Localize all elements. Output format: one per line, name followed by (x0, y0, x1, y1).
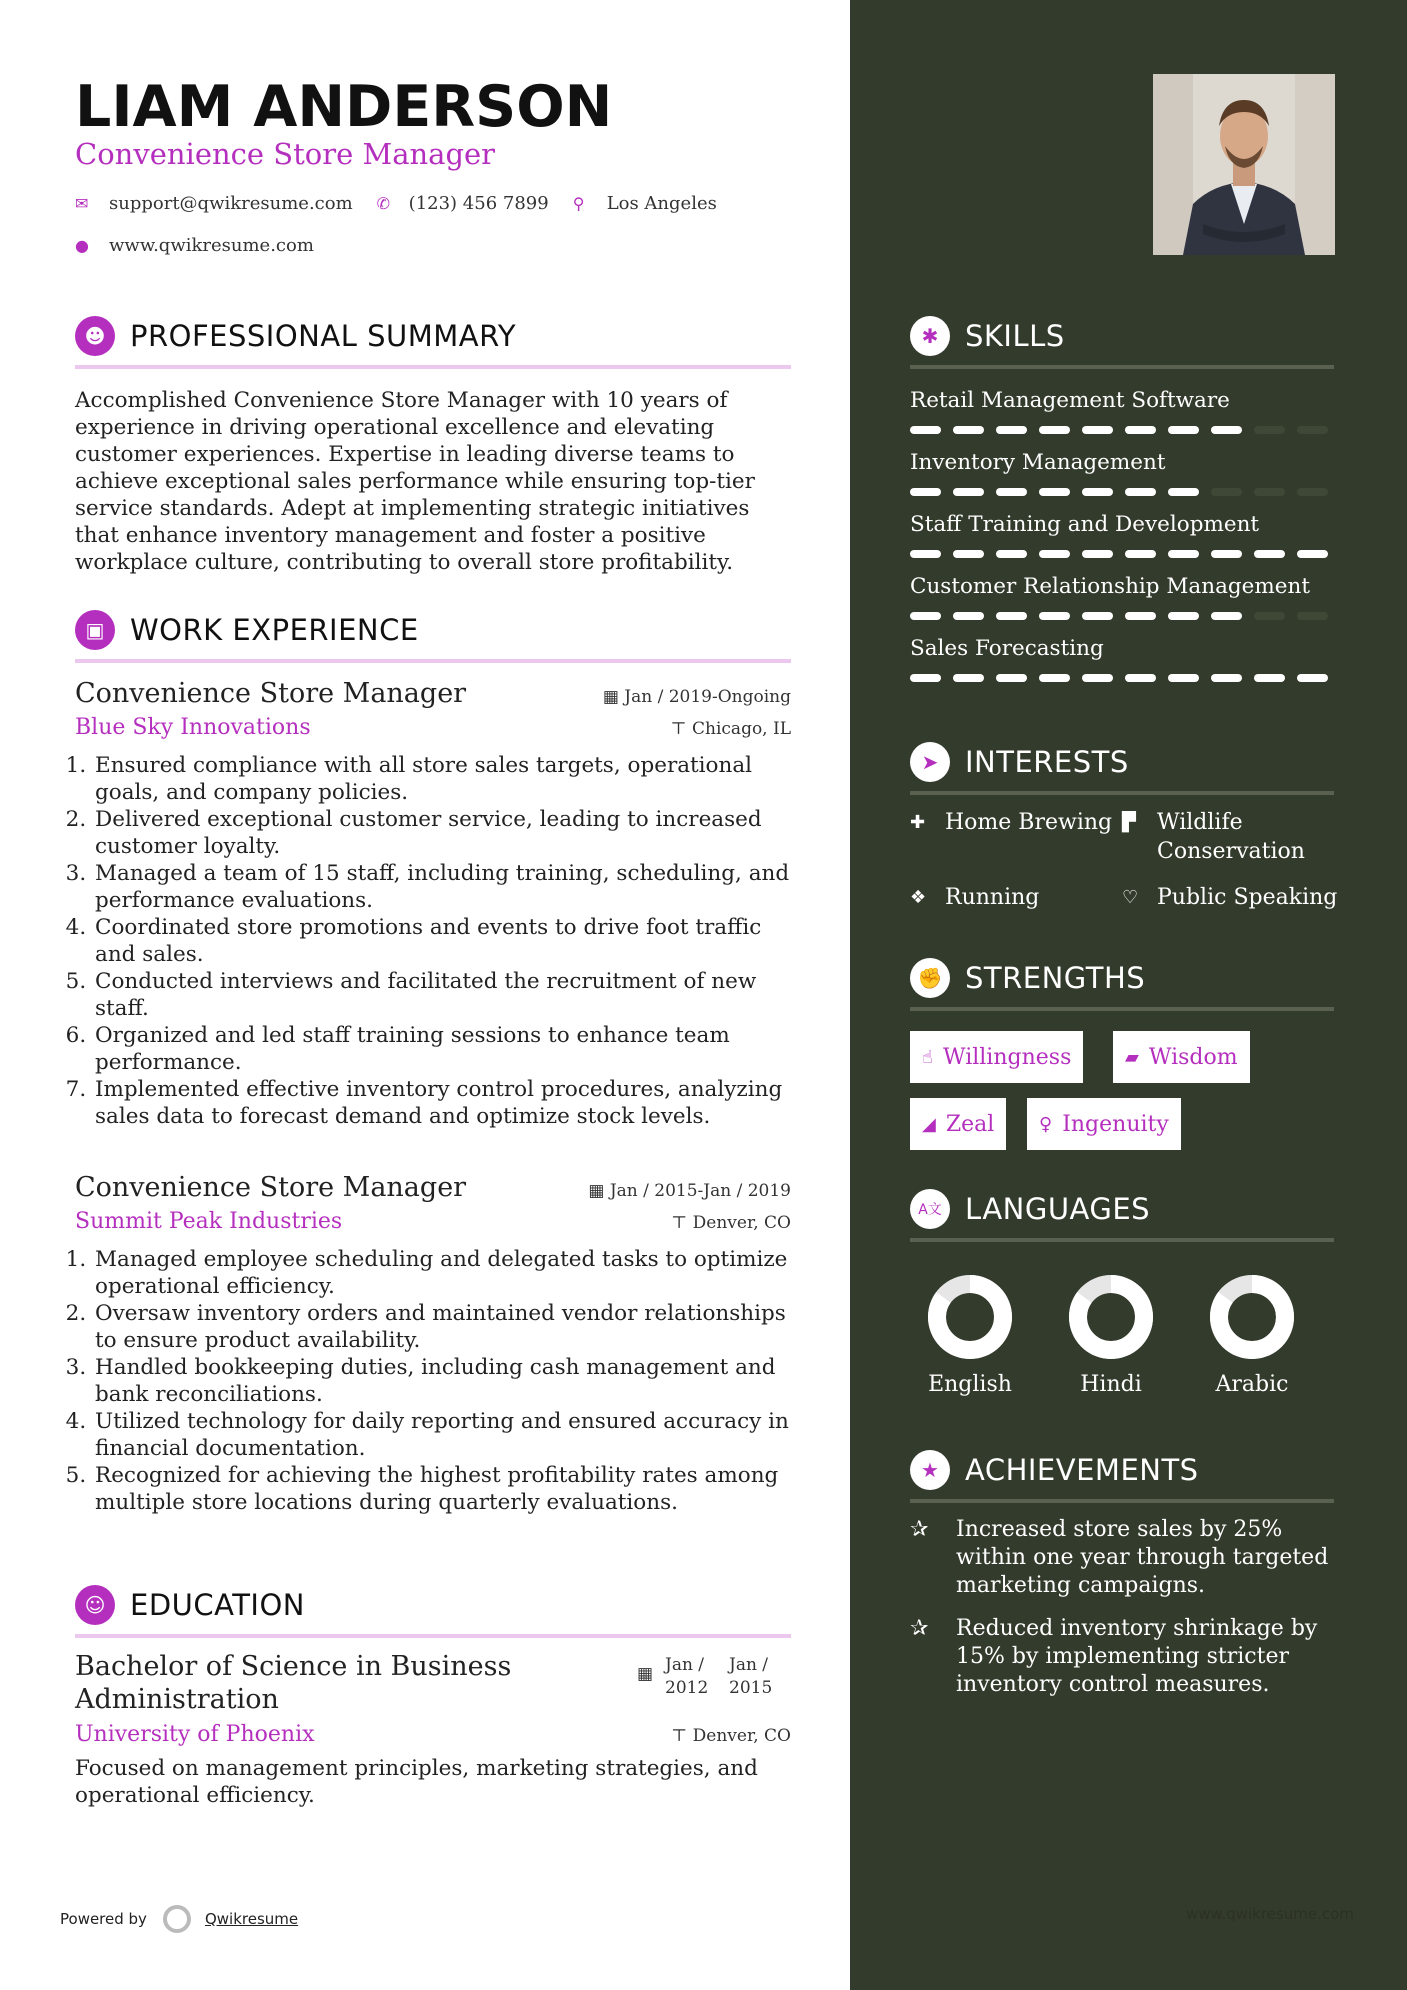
strength-label: Ingenuity (1062, 1111, 1169, 1137)
skill-level-dash (1254, 488, 1285, 496)
job-company: Summit Peak Industries (75, 1209, 343, 1234)
skill-level-dash (996, 550, 1027, 558)
skill-level-dash (1211, 674, 1242, 682)
education-section (75, 1585, 791, 1638)
skill-level-dash (1254, 612, 1285, 620)
achievements-heading: ACHIEVEMENTS (965, 1453, 1199, 1487)
lightbulb-icon: ♀ (1039, 1113, 1053, 1135)
skill-level-dash (1211, 550, 1242, 558)
job-entry (75, 678, 791, 1130)
skill-item (910, 387, 1334, 434)
summary-text: Accomplished Convenience Store Manager with 10 years of experience in driving operational excellence and elevating customer experiences. Expertise in leading diverse teams to achieve exceptional sales performance while ensuring top-tier service standards. Adept at implementing strategic initiatives that enhance inventory management and foster a positive workplace culture, contributing to overall store profitability. (75, 388, 755, 575)
skill-level-bar (910, 488, 1334, 496)
interests-section (910, 742, 1334, 795)
skills-section (910, 316, 1334, 697)
interest-item (910, 808, 1112, 837)
section-divider (910, 1007, 1334, 1011)
website-row (75, 235, 314, 256)
skill-item (910, 635, 1334, 682)
skill-level-dash (1039, 612, 1070, 620)
job-bullets (93, 752, 791, 1130)
achievement-item (910, 1516, 1334, 1600)
interest-item (1122, 883, 1337, 912)
job-location: Denver, CO (692, 1213, 791, 1233)
location-text: Los Angeles (606, 193, 717, 214)
powered-by (60, 1905, 298, 1933)
skill-level-dash (1254, 674, 1285, 682)
skill-level-dash (953, 426, 984, 434)
language-item (1192, 1272, 1312, 1397)
skill-item (910, 449, 1334, 496)
skill-name: Customer Relationship Management (910, 574, 1310, 599)
skill-level-dash (1125, 674, 1156, 682)
skill-level-dash (953, 674, 984, 682)
skill-level-dash (1039, 426, 1070, 434)
skill-name: Inventory Management (910, 450, 1166, 475)
section-divider (910, 1499, 1334, 1503)
job-location: Chicago, IL (692, 719, 791, 739)
strength-label: Wisdom (1148, 1044, 1238, 1070)
education-entry (75, 1650, 791, 1809)
skill-level-bar (910, 550, 1334, 558)
strength-label: Willingness (942, 1044, 1072, 1070)
degree: Bachelor of Science in Business Administration (75, 1651, 512, 1715)
skill-level-dash (1125, 612, 1156, 620)
map-marker-icon: ⚲ (572, 194, 585, 213)
skill-level-dash (1039, 674, 1070, 682)
heartbeat-icon: ♡ (1122, 887, 1139, 908)
section-divider (75, 365, 791, 369)
language-name: English (928, 1372, 1012, 1397)
skill-level-dash (910, 488, 941, 496)
skill-level-bar (910, 612, 1334, 620)
puzzle-icon: ✚ (910, 812, 926, 833)
skill-level-dash (996, 612, 1027, 620)
phone-icon: ✆ (376, 194, 391, 213)
language-name: Arabic (1215, 1372, 1289, 1397)
skill-name: Sales Forecasting (910, 636, 1104, 661)
list-item: 5. Recognized for achieving the highest profitability rates among multiple store locations during quarterly evaluations. (93, 1462, 791, 1516)
candidate-title: Convenience Store Manager (75, 137, 496, 171)
job-date: Jan / 2015-Jan / 2019 (609, 1181, 791, 1201)
interest-label: Wildlife Conservation (1157, 810, 1305, 864)
interest-label: Public Speaking (1157, 885, 1338, 910)
skill-level-bar (910, 426, 1334, 434)
contact-row (75, 193, 717, 214)
strength-badge (910, 1031, 1083, 1083)
section-divider (75, 1634, 791, 1638)
skill-level-dash (1082, 550, 1113, 558)
strength-badge (1113, 1031, 1250, 1083)
interest-item (1122, 808, 1334, 866)
achievement-text: Reduced inventory shrinkage by 15% by implementing stricter inventory control measures. (956, 1616, 1318, 1697)
skill-level-dash (1125, 550, 1156, 558)
phone-text: (123) 456 7899 (408, 193, 549, 214)
list-item: 1. Managed employee scheduling and delegated tasks to optimize operational efficiency. (93, 1246, 791, 1300)
language-item (1051, 1272, 1171, 1397)
book-icon: ▰ (1125, 1046, 1139, 1068)
education-location: Denver, CO (692, 1726, 791, 1746)
skill-level-dash (996, 488, 1027, 496)
strengths-section (910, 958, 1334, 1011)
watermark: www.qwikresume.com (1186, 1905, 1354, 1923)
skill-level-dash (1039, 550, 1070, 558)
skill-item (910, 511, 1334, 558)
powered-by-label: Powered by (60, 1910, 147, 1928)
skill-level-dash (953, 488, 984, 496)
skills-heading: SKILLS (965, 319, 1065, 353)
shooting-star-icon: ✰ (910, 1517, 929, 1542)
skill-name: Retail Management Software (910, 388, 1230, 413)
skill-level-dash (1297, 426, 1328, 434)
list-item: 1. Ensured compliance with all store sales targets, operational goals, and company policies. (93, 752, 791, 806)
skill-level-dash (910, 674, 941, 682)
skill-level-dash (1168, 488, 1199, 496)
pin-icon: ⊤ (671, 1213, 693, 1233)
summary-heading: PROFESSIONAL SUMMARY (130, 319, 517, 353)
skill-level-dash (1039, 488, 1070, 496)
list-item: 7. Implemented effective inventory control procedures, analyzing sales data to forecast demand and optimize stock levels. (93, 1076, 791, 1130)
strengths-heading: STRENGTHS (965, 961, 1146, 995)
skill-level-dash (1297, 488, 1328, 496)
language-item (910, 1272, 1030, 1397)
language-icon: A文 (910, 1189, 950, 1229)
email-link[interactable]: support@qwikresume.com (109, 193, 353, 214)
strength-label: Zeal (945, 1111, 995, 1137)
education-description: Focused on management principles, marketing strategies, and operational efficiency. (75, 1756, 758, 1808)
summary-section (75, 316, 791, 576)
skill-level-dash (1082, 488, 1113, 496)
list-item: 5. Conducted interviews and facilitated the recruitment of new staff. (93, 968, 791, 1022)
list-item: 4. Coordinated store promotions and events to drive foot traffic and sales. (93, 914, 791, 968)
user-icon: ☻ (75, 316, 115, 356)
job-title: Convenience Store Manager (75, 1172, 467, 1203)
language-name: Hindi (1080, 1372, 1142, 1397)
section-divider (910, 1238, 1334, 1242)
job-bullets (93, 1246, 791, 1516)
pin-icon: ⊤ (671, 1726, 693, 1746)
skill-level-dash (996, 426, 1027, 434)
skill-level-dash (910, 426, 941, 434)
skill-level-bar (910, 674, 1334, 682)
qwikresume-logo-icon (163, 1905, 191, 1933)
skill-level-dash (1168, 674, 1199, 682)
skill-level-dash (1211, 612, 1242, 620)
job-entry (75, 1172, 791, 1516)
skill-level-dash (1082, 426, 1113, 434)
experience-heading: WORK EXPERIENCE (130, 613, 419, 647)
skill-level-dash (1125, 426, 1156, 434)
skill-name: Staff Training and Development (910, 512, 1260, 537)
list-item: 2. Oversaw inventory orders and maintained vendor relationships to ensure product availability. (93, 1300, 791, 1354)
calendar-icon: ▦ (588, 1181, 610, 1201)
shooting-star-icon: ✰ (910, 1616, 929, 1641)
skill-level-dash (953, 550, 984, 558)
calendar-icon: ▦ (636, 1664, 653, 1684)
skill-level-dash (1125, 488, 1156, 496)
language-ring (1066, 1272, 1156, 1362)
skill-level-dash (910, 612, 941, 620)
skill-level-dash (910, 550, 941, 558)
skill-level-dash (1168, 426, 1199, 434)
strength-badge (910, 1098, 1006, 1150)
skill-level-dash (1082, 612, 1113, 620)
languages-section (910, 1189, 1334, 1242)
skill-level-dash (1082, 674, 1113, 682)
job-title: Convenience Store Manager (75, 678, 467, 709)
skill-item (910, 573, 1334, 620)
list-item: 2. Delivered exceptional customer service, leading to increased customer loyalty. (93, 806, 791, 860)
interest-label: Home Brewing (945, 810, 1113, 835)
education-heading: EDUCATION (130, 1588, 306, 1622)
skills-list (910, 387, 1334, 682)
language-ring (925, 1272, 1015, 1362)
skill-level-dash (1297, 612, 1328, 620)
education-end-date: Jan / 2015 (729, 1655, 773, 1698)
achievement-item (910, 1615, 1334, 1699)
briefcase-icon: ▣ (75, 610, 115, 650)
language-ring (1207, 1272, 1297, 1362)
section-divider (910, 791, 1334, 795)
paint-roller-icon: ▛ (1122, 812, 1136, 833)
pin-icon: ⊤ (670, 719, 693, 739)
brand-link[interactable]: Qwikresume (204, 1910, 299, 1928)
fist-icon: ✊ (910, 958, 950, 998)
list-item: 3. Managed a team of 15 staff, including training, scheduling, and performance evaluations. (93, 860, 791, 914)
lightbulb-icon: ✱ (910, 316, 950, 356)
paper-plane-icon: ➤ (910, 742, 950, 782)
skill-level-dash (953, 612, 984, 620)
skill-level-dash (1254, 426, 1285, 434)
interests-heading: INTERESTS (965, 745, 1129, 779)
candidate-name: LIAM ANDERSON (75, 74, 613, 140)
skill-level-dash (996, 674, 1027, 682)
skill-level-dash (1254, 550, 1285, 558)
list-item: 4. Utilized technology for daily reporting and ensured accuracy in financial documentation. (93, 1408, 791, 1462)
interest-item (910, 883, 1039, 912)
school-name: University of Phoenix (75, 1722, 315, 1747)
skill-level-dash (1168, 550, 1199, 558)
skill-level-dash (1211, 488, 1242, 496)
skill-level-dash (1168, 612, 1199, 620)
envelope-icon: ✉ (75, 194, 89, 213)
thumbs-up-icon: ☝ (922, 1046, 933, 1068)
skill-level-dash (1297, 674, 1328, 682)
skill-level-dash (1211, 426, 1242, 434)
list-item: 6. Organized and led staff training sessions to enhance team performance. (93, 1022, 791, 1076)
education-start-date: Jan / 2012 (665, 1655, 709, 1698)
languages-heading: LANGUAGES (965, 1192, 1151, 1226)
job-date: Jan / 2019-Ongoing (624, 687, 791, 707)
strength-badge (1027, 1098, 1181, 1150)
section-divider (910, 365, 1334, 369)
profile-photo (1153, 74, 1335, 255)
experience-section (75, 610, 791, 663)
eraser-icon: ◢ (922, 1113, 936, 1135)
paw-icon: ❖ (910, 887, 927, 908)
list-item: 3. Handled bookkeeping duties, including cash management and bank reconciliations. (93, 1354, 791, 1408)
graduation-icon: ☺ (75, 1585, 115, 1625)
achievement-text: Increased store sales by 25% within one year through targeted marketing campaigns. (956, 1517, 1329, 1598)
job-company: Blue Sky Innovations (75, 715, 311, 740)
star-icon: ★ (910, 1450, 950, 1490)
globe-icon: ● (75, 236, 89, 255)
skill-level-dash (1297, 550, 1328, 558)
section-divider (75, 659, 791, 663)
achievements-section (910, 1450, 1334, 1503)
calendar-icon: ▦ (602, 687, 625, 707)
interest-label: Running (945, 885, 1040, 910)
website-link[interactable]: www.qwikresume.com (109, 235, 314, 256)
